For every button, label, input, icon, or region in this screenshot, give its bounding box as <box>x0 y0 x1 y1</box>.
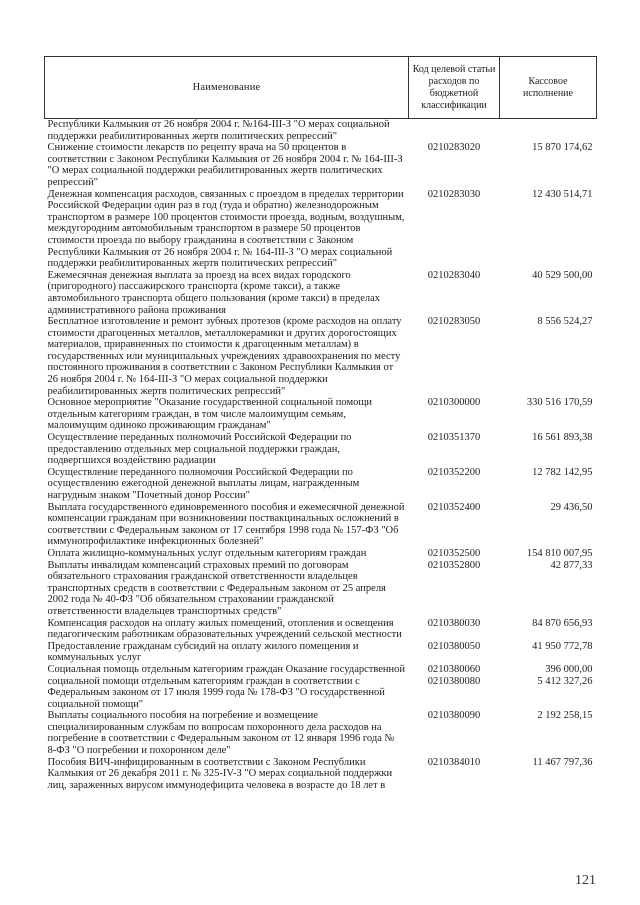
budget-table <box>44 56 597 791</box>
table-row <box>45 664 597 710</box>
row-code: 0210380080 <box>427 675 481 687</box>
row-amount-cell <box>500 757 597 792</box>
row-code: 0210283030 <box>427 188 481 200</box>
row-amount-cell <box>500 467 597 502</box>
table-row <box>45 548 597 618</box>
row-amount: 154 810 007,95 <box>526 547 593 559</box>
table-row <box>45 757 597 792</box>
row-amount-cell <box>500 142 597 188</box>
table-body <box>45 119 597 792</box>
row-code-cell <box>409 641 500 664</box>
row-code: 0210352400 <box>427 501 481 513</box>
row-amount: 5 412 327,26 <box>537 675 593 687</box>
row-amount: 41 950 772,78 <box>532 640 593 652</box>
row-amount: 396 000,00 <box>545 663 593 675</box>
row-amount-cell <box>500 641 597 664</box>
row-code-cell <box>409 270 500 316</box>
row-code-cell <box>409 548 500 618</box>
row-code-cell <box>409 432 500 467</box>
row-code: 0210352800 <box>427 559 481 571</box>
row-code-cell <box>409 397 500 432</box>
row-code-cell <box>409 710 500 756</box>
table-row <box>45 467 597 502</box>
row-amount-cell <box>500 270 597 316</box>
row-code: 0210352200 <box>427 466 481 478</box>
row-name: Основное мероприятие "Оказание государственной социальной помощи отдельным категориям граждан, в том числе малоимущим семьям, малоимущим одиноко проживающим гражданам" <box>47 397 373 432</box>
table-header-row <box>45 57 597 119</box>
row-amount: 330 516 170,59 <box>526 397 593 409</box>
row-name: Социальная помощь отдельным категориям граждан Оказание государственной социальной помощи отдельным категориям граждан в соответствии с Федеральным законом от 17 июля 1999 года № 178-ФЗ "О государственной социальной помощи" <box>47 663 406 710</box>
row-amount-cell <box>500 397 597 432</box>
row-amount: 11 467 797,36 <box>532 756 593 768</box>
table-row <box>45 618 597 641</box>
row-code-cell <box>409 757 500 792</box>
row-code: 0210352500 <box>427 547 481 559</box>
row-name: Пособия ВИЧ-инфицированным в соответствии с Законом Республики Калмыкия от 26 декабря 2011 г. № 325-IV-З "О мерах социальной поддержки лиц, зараженных вирусом иммунодефицита человека в возрасте до 18 лет в <box>47 756 393 791</box>
row-code: 0210300000 <box>427 397 481 409</box>
row-amount-cell <box>500 119 597 143</box>
table-row <box>45 502 597 548</box>
row-code: 0210380050 <box>427 640 481 652</box>
table-row <box>45 142 597 188</box>
table-row <box>45 641 597 664</box>
table-row <box>45 397 597 432</box>
row-amount: 29 436,50 <box>550 501 593 513</box>
row-amount-cell <box>500 548 597 618</box>
table-row <box>45 189 597 270</box>
table-row <box>45 710 597 756</box>
row-name: Компенсация расходов на оплату жилых помещений, отопления и освещения педагогическим работникам образовательных учреждений сельской местности <box>47 617 402 641</box>
row-amount: 12 782 142,95 <box>532 466 593 478</box>
row-name: Бесплатное изготовление и ремонт зубных протезов (кроме расходов на оплату стоимости драгоценных металлов, металлокерамики и других дорогостоящих материалов, приравненных по стоимости к драгоценным металлам) в государственных или муниципальных учреждениях здравоохранения по месту постоянного проживания в соответствии с Законом Республики Калмыкия от 26 ноября 2004 г. № 164-III-З "О мерах социальной поддержки реабилитированных жертв политических репрессий" <box>47 316 402 397</box>
row-name: Ежемесячная денежная выплата за проезд на всех видах городского (пригородного) пассажирского транспорта (кроме такси), а также автомобильного транспорта общего пользования (кроме такси) в пределах административного района проживания <box>47 269 381 316</box>
row-code: 0210283040 <box>427 269 481 281</box>
row-amount-cell <box>500 189 597 270</box>
row-code: 0210384010 <box>427 756 481 768</box>
row-name: Снижение стоимости лекарств по рецепту врача на 50 процентов в соответствии с Законом Республики Калмыкия от 26 ноября 2004 г. № 164-III-З "О мерах социальной поддержки реабилитированных жертв политических репрессий" <box>47 142 403 188</box>
table-row <box>45 270 597 316</box>
row-code-cell <box>409 467 500 502</box>
row-amount: 16 561 893,38 <box>532 432 593 444</box>
row-code: 0210380060 <box>427 663 481 675</box>
row-name: Выплаты социального пособия на погребение и возмещение специализированным службам по вопросам похоронного дела расходов на погребение в соответствии с Федеральным законом от 12 января 1996 года № 8-ФЗ "О погребении и похоронном деле" <box>47 710 395 757</box>
row-amount: 84 870 656,93 <box>532 617 593 629</box>
row-amount: 8 556 524,27 <box>537 316 593 328</box>
row-name: Денежная компенсация расходов, связанных с проездом в пределах территории Российской Федерации один раз в год (туда и обратно) железнодорожным транспортом в размере 100 процентов стоимости проезда, водным, воздушным, междугородним автомобильным транспортом в размере 50 процентов стоимости проезда по выбору гражданина в соответствии с Законом Республики Калмыкия от 26 ноября 2004 г. № 164-III-З "О мерах социальной поддержки реабилитированных жертв политических репрессий" <box>47 188 405 270</box>
table-row <box>45 432 597 467</box>
row-amount-cell <box>500 316 597 397</box>
header-amount: Кассовое исполнение <box>500 57 597 119</box>
row-name: Осуществление переданного полномочия Российской Федерации по осуществлению ежегодной денежной выплаты лицам, награжденным нагрудным знаком "Почетный донор России" <box>47 466 360 501</box>
row-code-cell <box>409 119 500 143</box>
row-code: 0210380090 <box>427 710 481 722</box>
row-name: Выплата государственного единовременного пособия и ежемесячной денежной компенсации гражданам при возникновении поствакцинальных осложнений в соответствии с Федеральным законом от 17 сентября 1998 года № 157-ФЗ "Об иммунопрофилактике инфекционных болезней" <box>47 501 405 548</box>
row-code-cell <box>409 664 500 710</box>
row-code-cell <box>409 618 500 641</box>
row-name: Республики Калмыкия от 26 ноября 2004 г. №164-III-З "О мерах социальной поддержки реабилитированных жертв политических репрессий" <box>47 119 390 142</box>
row-name: Осуществление переданных полномочий Российской Федерации по предоставлению отдельных мер социальной поддержки граждан, подвергшихся воздействию радиации <box>47 432 352 467</box>
row-code: 0210283050 <box>427 316 481 328</box>
row-code: 0210351370 <box>427 432 481 444</box>
header-code: Код целевой статьи расходов по бюджетной классификации <box>409 57 500 119</box>
row-amount: 42 877,33 <box>550 559 593 571</box>
row-code-cell <box>409 502 500 548</box>
table-row <box>45 119 597 143</box>
page-number: 121 <box>575 873 596 888</box>
row-code-cell <box>409 316 500 397</box>
row-amount: 40 529 500,00 <box>532 269 593 281</box>
row-name: Предоставление гражданам субсидий на оплату жилого помещения и коммунальных услуг <box>47 640 359 664</box>
row-code: 0210380030 <box>427 617 481 629</box>
row-amount-cell <box>500 664 597 710</box>
table-row <box>45 316 597 397</box>
row-amount-cell <box>500 432 597 467</box>
row-amount: 15 870 174,62 <box>532 142 593 154</box>
row-name: Оплата жилищно-коммунальных услуг отдельным категориям граждан Выплаты инвалидам компенсаций страховых премий по договорам обязательного страхования гражданской ответственности владельцев транспортных средств в соответствии с Федеральным законом от 25 апреля 2002 года № 40-ФЗ "Об обязательном страховании гражданской ответственности владельцев транспортных средств" <box>47 547 386 617</box>
row-amount-cell <box>500 502 597 548</box>
row-amount-cell <box>500 710 597 756</box>
row-amount-cell <box>500 618 597 641</box>
header-name: Наименование <box>45 57 409 119</box>
row-code-cell <box>409 189 500 270</box>
row-amount: 12 430 514,71 <box>532 188 593 200</box>
row-amount: 2 192 258,15 <box>537 710 593 722</box>
row-code: 0210283020 <box>427 142 481 154</box>
row-code-cell <box>409 142 500 188</box>
